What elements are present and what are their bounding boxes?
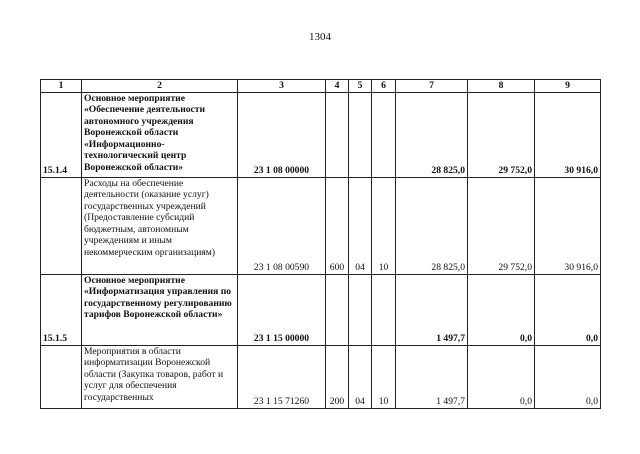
- budget-table: [40, 79, 601, 409]
- column-header: 6: [372, 80, 396, 93]
- table-row: [41, 177, 601, 274]
- row-col6: 10: [372, 177, 396, 274]
- row-number: 15.1.5: [41, 274, 82, 345]
- row-col4: 600: [326, 177, 349, 274]
- row-code: 23 1 15 00000: [238, 274, 326, 345]
- row-col4: [326, 274, 349, 345]
- row-col6: [372, 92, 396, 177]
- column-header: 8: [468, 80, 535, 93]
- row-col6: 10: [372, 345, 396, 408]
- column-header: 1: [41, 80, 82, 93]
- row-value-7: 1 497,7: [396, 345, 468, 408]
- row-value-9: 30 916,0: [535, 92, 601, 177]
- column-header: 7: [396, 80, 468, 93]
- row-col6: [372, 274, 396, 345]
- row-col4: [326, 92, 349, 177]
- row-code: 23 1 15 71260: [238, 345, 326, 408]
- table-row: [41, 345, 601, 408]
- row-number: [41, 177, 82, 274]
- row-number: 15.1.4: [41, 92, 82, 177]
- row-value-9: 0,0: [535, 274, 601, 345]
- row-value-8: 0,0: [468, 345, 535, 408]
- row-col5: [349, 274, 372, 345]
- row-value-8: 0,0: [468, 274, 535, 345]
- row-name: Основное мероприятие «Информатизация управления по государственному регулированию тарифов Воронежской области»: [82, 274, 238, 345]
- row-col5: 04: [349, 345, 372, 408]
- row-col5: [349, 92, 372, 177]
- row-value-9: 30 916,0: [535, 177, 601, 274]
- column-header: 4: [326, 80, 349, 93]
- column-header: 3: [238, 80, 326, 93]
- row-value-7: 28 825,0: [396, 177, 468, 274]
- row-number: [41, 345, 82, 408]
- page-number: 1304: [309, 31, 331, 43]
- table-row: [41, 274, 601, 345]
- row-value-8: 29 752,0: [468, 92, 535, 177]
- column-header: 2: [82, 80, 238, 93]
- row-value-9: 0,0: [535, 345, 601, 408]
- row-name: Основное мероприятие «Обеспечение деятельности автономного учреждения Воронежской области «Информационно-технологический центр Воронежской области»: [82, 92, 238, 177]
- row-name: Расходы на обеспечение деятельности (оказание услуг) государственных учреждений (Предоставление субсидий бюджетным, автономным учреждениям и иным некоммерческим организациям): [82, 177, 238, 274]
- column-header: 5: [349, 80, 372, 93]
- row-col4: 200: [326, 345, 349, 408]
- column-header: 9: [535, 80, 601, 93]
- table-header-row: [41, 80, 601, 93]
- row-code: 23 1 08 00000: [238, 92, 326, 177]
- row-code: 23 1 08 00590: [238, 177, 326, 274]
- row-value-7: 28 825,0: [396, 92, 468, 177]
- row-value-8: 29 752,0: [468, 177, 535, 274]
- table-row: [41, 92, 601, 177]
- row-value-7: 1 497,7: [396, 274, 468, 345]
- row-name: Мероприятия в области информатизации Воронежской области (Закупка товаров, работ и услуг для обеспечения государственных: [82, 345, 238, 408]
- row-col5: 04: [349, 177, 372, 274]
